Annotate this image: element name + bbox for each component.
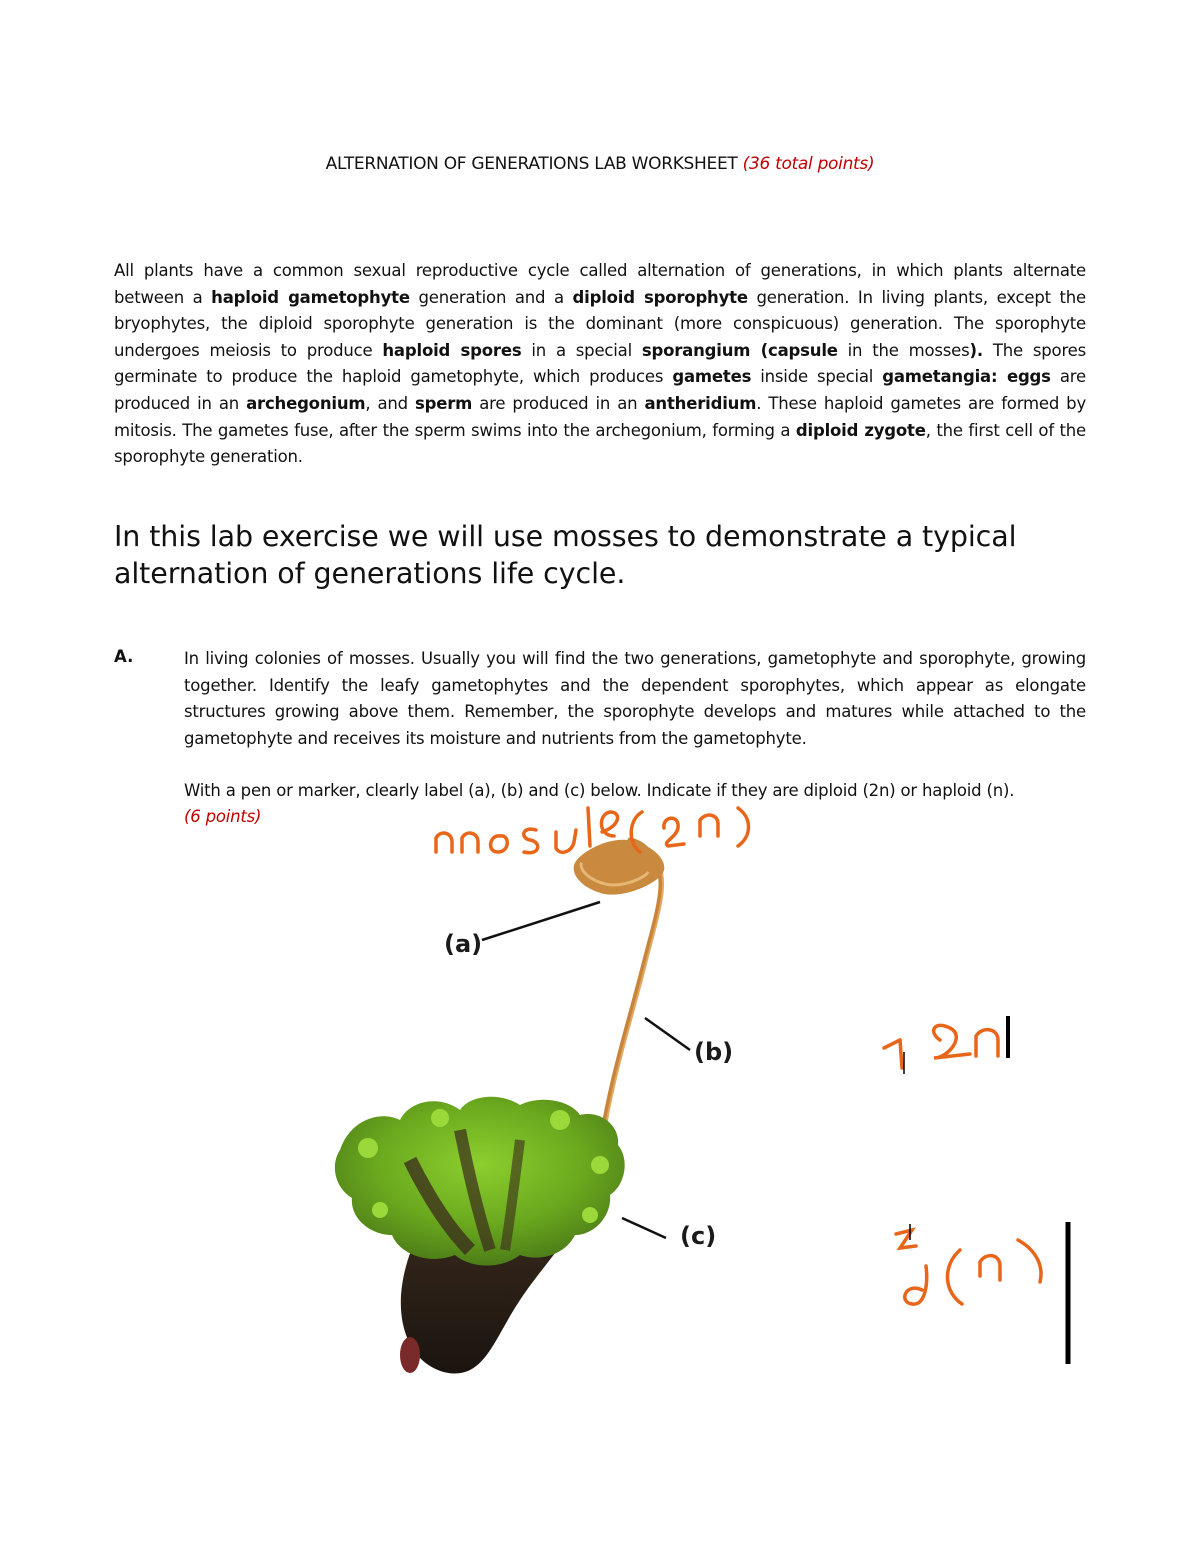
handwritten-c-note [896, 1230, 1041, 1304]
intro-bold-term: ). [969, 340, 983, 360]
intro-text: in the mosses [837, 340, 970, 360]
intro-bold-term: archegonium [246, 393, 366, 413]
title-main: ALTERNATION OF GENERATIONS LAB WORKSHEET [325, 154, 738, 174]
intro-bold-term: gametangia: eggs [882, 367, 1051, 387]
intro-text: All plants have a common sexual reproductive cycle called alternation of generations, in which plants alternate between a [114, 261, 1086, 307]
handwritten-b-note [884, 1025, 998, 1068]
figure-label-c: (c) [680, 1222, 717, 1250]
title-points: (36 total points) [742, 154, 875, 174]
intro-bold-term: haploid spores [382, 340, 522, 360]
intro-text: inside special [751, 367, 883, 387]
intro-bold-term: sperm [415, 393, 473, 413]
intro-text: are produced in an [472, 393, 645, 413]
moss-gametophyte [335, 1097, 625, 1266]
intro-bold-term: antheridium [644, 393, 757, 413]
handwritten-capsule-note [436, 808, 749, 853]
intro-bold-term: sporangium (capsule [641, 340, 838, 360]
intro-text: The spores germinate to produce the haploid gametophyte, which produces [114, 340, 1087, 387]
intro-bold-term: diploid sporophyte [572, 287, 748, 307]
intro-bold-term: gametes [672, 367, 752, 387]
intro-text: , and [365, 393, 416, 413]
figure-label-a: (a) [444, 930, 483, 958]
moss-capsule [568, 824, 670, 910]
intro-text: . These haploid gametes are formed by mitosis. The gametes fuse, after the sperm swims into the archegonium, forming a [114, 393, 1087, 440]
lead-statement: In this lab exercise we will use mosses to demonstrate a typical alternation of generations life cycle. [114, 520, 1017, 590]
instruction-text: With a pen or marker, clearly label (a), (b) and (c) below. Indicate if they are diploid (2n) or haploid (n). [184, 781, 1015, 800]
intro-bold-term: haploid gametophyte [211, 287, 410, 307]
intro-text: in a special [521, 340, 642, 360]
intro-bold-term: diploid zygote [795, 420, 926, 440]
intro-text: are produced in an [114, 367, 1086, 413]
intro-text: generation. In living plants, except the bryophytes, the diploid sporophyte generation is the dominant (more conspicuous) generation. The sporophyte undergoes meiosis to produce [114, 287, 1087, 360]
section-a-letter: A. [114, 647, 134, 666]
intro-text: generation and a [409, 287, 573, 307]
intro-text: , the first cell of the sporophyte generation. [114, 420, 1087, 467]
leader-line-c [622, 1218, 666, 1238]
section-a-text: In living colonies of mosses. Usually you will find the two generations, gametophyte and sporophyte, growing together. Identify the leafy gametophytes and the dependent sporophytes, which appear as elongate structures growing above them. Remember, the sporophyte develops and matures while attached to the gametophyte and receives its moisture and nutrients from the gametophyte. [184, 649, 1086, 748]
section-a-points: (6 points) [184, 807, 262, 826]
leader-line-b [645, 1018, 690, 1050]
figure-label-b: (b) [694, 1038, 734, 1066]
leader-line-a [482, 902, 600, 940]
